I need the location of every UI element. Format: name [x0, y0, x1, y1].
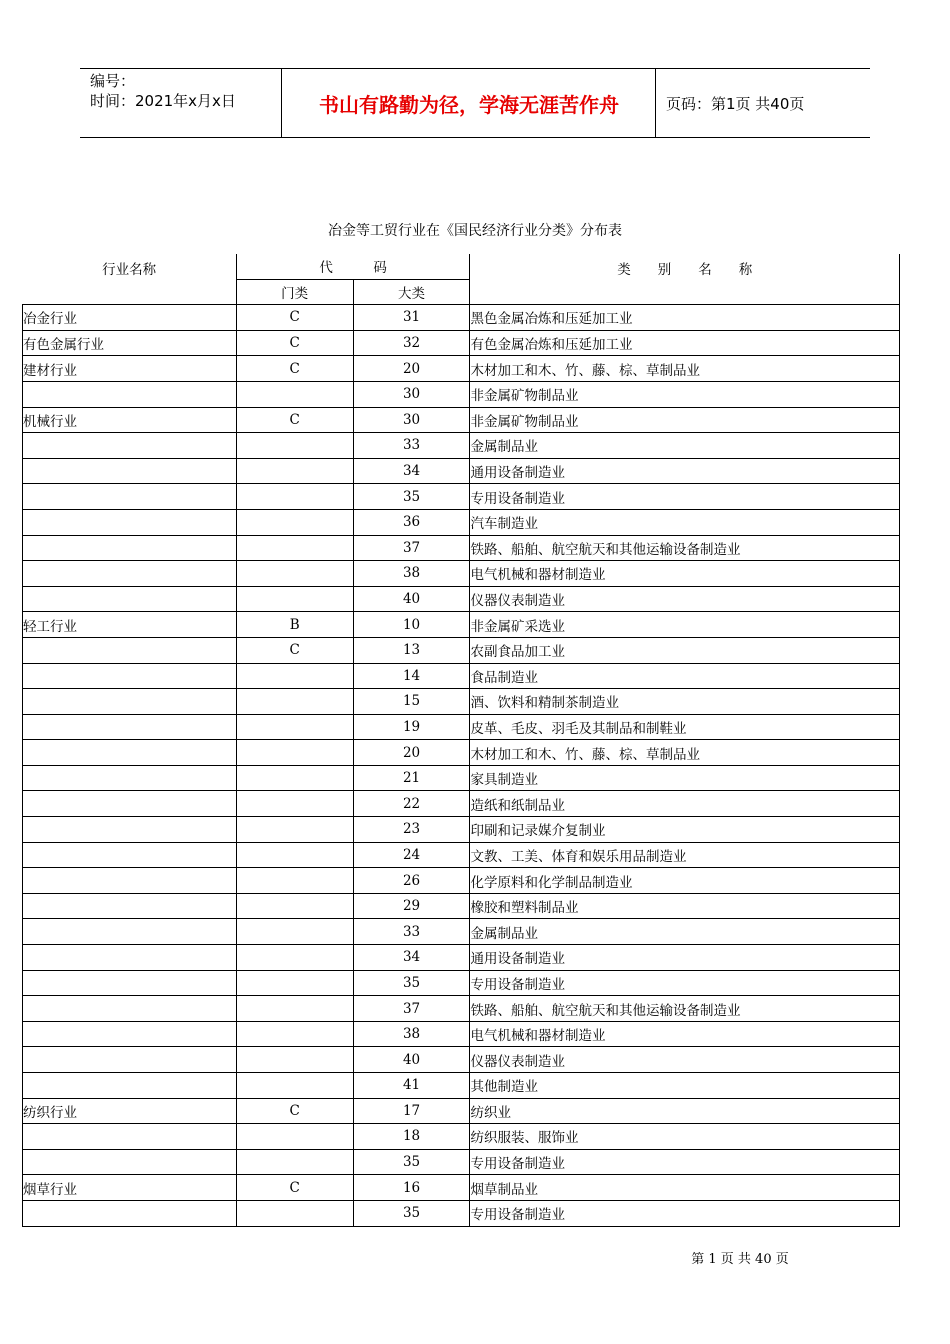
table-row	[23, 945, 900, 971]
page-footer: 第 1 页 共 40 页	[691, 1252, 789, 1267]
industry-name-cell	[23, 484, 237, 510]
table-row	[23, 407, 900, 433]
category-name-cell: 金属制品业	[470, 433, 900, 459]
menlei-cell	[236, 561, 353, 587]
dalei-cell: 34	[353, 945, 470, 971]
menlei-cell	[236, 791, 353, 817]
industry-name-cell	[23, 1047, 237, 1073]
table-row	[23, 996, 900, 1022]
table-header-row	[23, 254, 900, 279]
dalei-cell: 16	[353, 1175, 470, 1201]
menlei-cell	[236, 535, 353, 561]
table-row	[23, 637, 900, 663]
dalei-cell: 15	[353, 689, 470, 715]
table-row	[23, 612, 900, 638]
category-name-cell: 专用设备制造业	[470, 484, 900, 510]
header-industry-name: 行业名称	[23, 254, 237, 305]
menlei-cell	[236, 996, 353, 1022]
industry-name-cell	[23, 1149, 237, 1175]
dalei-cell: 20	[353, 740, 470, 766]
table-row	[23, 484, 900, 510]
table-row	[23, 893, 900, 919]
industry-name-cell	[23, 381, 237, 407]
industry-name-cell	[23, 586, 237, 612]
category-name-cell: 金属制品业	[470, 919, 900, 945]
category-name-cell: 有色金属冶炼和压延加工业	[470, 330, 900, 356]
dalei-cell: 33	[353, 919, 470, 945]
menlei-cell: B	[236, 612, 353, 638]
category-name-cell: 黑色金属冶炼和压延加工业	[470, 305, 900, 331]
industry-name-cell	[23, 970, 237, 996]
menlei-cell	[236, 689, 353, 715]
dalei-cell: 33	[353, 433, 470, 459]
dalei-cell: 38	[353, 1021, 470, 1047]
menlei-cell: C	[236, 407, 353, 433]
table-row	[23, 381, 900, 407]
category-name-cell: 食品制造业	[470, 663, 900, 689]
industry-name-cell: 建材行业	[23, 356, 237, 382]
menlei-cell: C	[236, 356, 353, 382]
menlei-cell	[236, 1149, 353, 1175]
industry-name-cell	[23, 765, 237, 791]
industry-name-cell	[23, 535, 237, 561]
category-name-cell: 电气机械和器材制造业	[470, 561, 900, 587]
industry-name-cell: 机械行业	[23, 407, 237, 433]
category-name-cell: 纺织业	[470, 1098, 900, 1124]
dalei-cell: 13	[353, 637, 470, 663]
category-name-cell: 木材加工和木、竹、藤、棕、草制品业	[470, 740, 900, 766]
category-name-cell: 其他制造业	[470, 1073, 900, 1099]
header-code: 代 码	[236, 254, 470, 279]
table-row	[23, 1175, 900, 1201]
industry-name-cell	[23, 1073, 237, 1099]
category-name-cell: 铁路、船舶、航空航天和其他运输设备制造业	[470, 535, 900, 561]
document-number-label: 编号：	[90, 72, 136, 90]
category-name-cell: 皮革、毛皮、羽毛及其制品和制鞋业	[470, 714, 900, 740]
table-row	[23, 1021, 900, 1047]
category-name-cell: 仪器仪表制造业	[470, 1047, 900, 1073]
menlei-cell	[236, 945, 353, 971]
dalei-cell: 40	[353, 586, 470, 612]
dalei-cell: 35	[353, 1149, 470, 1175]
menlei-cell	[236, 1200, 353, 1226]
table-row	[23, 714, 900, 740]
category-name-cell: 印刷和记录媒介复制业	[470, 817, 900, 843]
menlei-cell	[236, 1124, 353, 1150]
industry-name-cell: 冶金行业	[23, 305, 237, 331]
industry-name-cell	[23, 663, 237, 689]
dalei-cell: 32	[353, 330, 470, 356]
category-name-cell: 通用设备制造业	[470, 945, 900, 971]
table-row	[23, 970, 900, 996]
table-row	[23, 663, 900, 689]
table-row	[23, 740, 900, 766]
dalei-cell: 34	[353, 458, 470, 484]
dalei-cell: 37	[353, 996, 470, 1022]
industry-name-cell	[23, 1200, 237, 1226]
table-row	[23, 433, 900, 459]
table-row	[23, 868, 900, 894]
category-name-cell: 通用设备制造业	[470, 458, 900, 484]
industry-name-cell: 烟草行业	[23, 1175, 237, 1201]
menlei-cell	[236, 970, 353, 996]
dalei-cell: 36	[353, 509, 470, 535]
industry-name-cell	[23, 637, 237, 663]
table-row	[23, 458, 900, 484]
dalei-cell: 23	[353, 817, 470, 843]
menlei-cell	[236, 509, 353, 535]
category-name-cell: 专用设备制造业	[470, 1200, 900, 1226]
industry-name-cell	[23, 868, 237, 894]
category-name-cell: 电气机械和器材制造业	[470, 1021, 900, 1047]
industry-name-cell	[23, 714, 237, 740]
dalei-cell: 18	[353, 1124, 470, 1150]
table-row	[23, 356, 900, 382]
industry-name-cell	[23, 791, 237, 817]
dalei-cell: 26	[353, 868, 470, 894]
dalei-cell: 35	[353, 484, 470, 510]
dalei-cell: 37	[353, 535, 470, 561]
menlei-cell	[236, 586, 353, 612]
menlei-cell	[236, 381, 353, 407]
menlei-cell	[236, 1047, 353, 1073]
document-date: 时间：2021年x月x日	[90, 92, 236, 110]
category-name-cell: 汽车制造业	[470, 509, 900, 535]
dalei-cell: 40	[353, 1047, 470, 1073]
table-row	[23, 330, 900, 356]
table-row	[23, 561, 900, 587]
category-name-cell: 非金属矿物制品业	[470, 407, 900, 433]
menlei-cell	[236, 919, 353, 945]
industry-name-cell	[23, 509, 237, 535]
menlei-cell	[236, 868, 353, 894]
menlei-cell	[236, 663, 353, 689]
table-row	[23, 509, 900, 535]
table-row	[23, 586, 900, 612]
industry-name-cell	[23, 893, 237, 919]
dalei-cell: 29	[353, 893, 470, 919]
menlei-cell	[236, 433, 353, 459]
header-divider	[655, 69, 656, 137]
category-name-cell: 仪器仪表制造业	[470, 586, 900, 612]
industry-name-cell	[23, 433, 237, 459]
industry-name-cell	[23, 740, 237, 766]
category-name-cell: 非金属矿采选业	[470, 612, 900, 638]
category-name-cell: 农副食品加工业	[470, 637, 900, 663]
header-motto: 书山有路勤为径，学海无涯苦作舟	[319, 92, 619, 117]
menlei-cell	[236, 714, 353, 740]
header-meta	[90, 71, 236, 111]
category-name-cell: 专用设备制造业	[470, 970, 900, 996]
header-page-number: 页码：第1页 共40页	[666, 95, 805, 113]
dalei-cell: 24	[353, 842, 470, 868]
menlei-cell: C	[236, 1098, 353, 1124]
industry-name-cell	[23, 842, 237, 868]
table-row	[23, 535, 900, 561]
category-name-cell: 文教、工美、体育和娱乐用品制造业	[470, 842, 900, 868]
category-name-cell: 造纸和纸制品业	[470, 791, 900, 817]
table-row	[23, 791, 900, 817]
menlei-cell	[236, 765, 353, 791]
industry-name-cell	[23, 817, 237, 843]
table-row	[23, 689, 900, 715]
page-header	[80, 68, 870, 138]
industry-name-cell	[23, 996, 237, 1022]
dalei-cell: 30	[353, 381, 470, 407]
category-name-cell: 家具制造业	[470, 765, 900, 791]
industry-name-cell	[23, 458, 237, 484]
dalei-cell: 38	[353, 561, 470, 587]
header-dalei: 大类	[353, 279, 470, 305]
industry-name-cell	[23, 1124, 237, 1150]
industry-name-cell	[23, 1021, 237, 1047]
menlei-cell: C	[236, 305, 353, 331]
menlei-cell	[236, 817, 353, 843]
industry-name-cell	[23, 919, 237, 945]
category-name-cell: 专用设备制造业	[470, 1149, 900, 1175]
dalei-cell: 30	[353, 407, 470, 433]
table-row	[23, 817, 900, 843]
category-name-cell: 烟草制品业	[470, 1175, 900, 1201]
dalei-cell: 31	[353, 305, 470, 331]
menlei-cell	[236, 1073, 353, 1099]
dalei-cell: 14	[353, 663, 470, 689]
industry-name-cell: 轻工行业	[23, 612, 237, 638]
table-row	[23, 1200, 900, 1226]
menlei-cell: C	[236, 330, 353, 356]
category-name-cell: 非金属矿物制品业	[470, 381, 900, 407]
industry-classification-table	[22, 254, 900, 1227]
menlei-cell	[236, 842, 353, 868]
industry-name-cell	[23, 561, 237, 587]
category-name-cell: 橡胶和塑料制品业	[470, 893, 900, 919]
menlei-cell	[236, 1021, 353, 1047]
table-row	[23, 305, 900, 331]
table-row	[23, 765, 900, 791]
table-row	[23, 1124, 900, 1150]
dalei-cell: 41	[353, 1073, 470, 1099]
menlei-cell	[236, 740, 353, 766]
table-row	[23, 919, 900, 945]
menlei-cell	[236, 893, 353, 919]
category-name-cell: 铁路、船舶、航空航天和其他运输设备制造业	[470, 996, 900, 1022]
dalei-cell: 19	[353, 714, 470, 740]
industry-name-cell	[23, 689, 237, 715]
dalei-cell: 20	[353, 356, 470, 382]
header-category-name: 类 别 名 称	[470, 254, 900, 305]
dalei-cell: 10	[353, 612, 470, 638]
category-name-cell: 酒、饮料和精制茶制造业	[470, 689, 900, 715]
industry-name-cell: 有色金属行业	[23, 330, 237, 356]
table-row	[23, 1149, 900, 1175]
table-row	[23, 1047, 900, 1073]
table-body	[23, 305, 900, 1226]
industry-name-cell	[23, 945, 237, 971]
dalei-cell: 35	[353, 1200, 470, 1226]
table-row	[23, 1098, 900, 1124]
menlei-cell: C	[236, 1175, 353, 1201]
document-title: 冶金等工贸行业在《国民经济行业分类》分布表	[328, 223, 622, 239]
dalei-cell: 17	[353, 1098, 470, 1124]
table-row	[23, 842, 900, 868]
category-name-cell: 木材加工和木、竹、藤、棕、草制品业	[470, 356, 900, 382]
menlei-cell	[236, 484, 353, 510]
dalei-cell: 35	[353, 970, 470, 996]
table-row	[23, 1073, 900, 1099]
category-name-cell: 纺织服装、服饰业	[470, 1124, 900, 1150]
dalei-cell: 22	[353, 791, 470, 817]
dalei-cell: 21	[353, 765, 470, 791]
category-name-cell: 化学原料和化学制品制造业	[470, 868, 900, 894]
header-menlei: 门类	[236, 279, 353, 305]
menlei-cell	[236, 458, 353, 484]
menlei-cell: C	[236, 637, 353, 663]
industry-name-cell: 纺织行业	[23, 1098, 237, 1124]
